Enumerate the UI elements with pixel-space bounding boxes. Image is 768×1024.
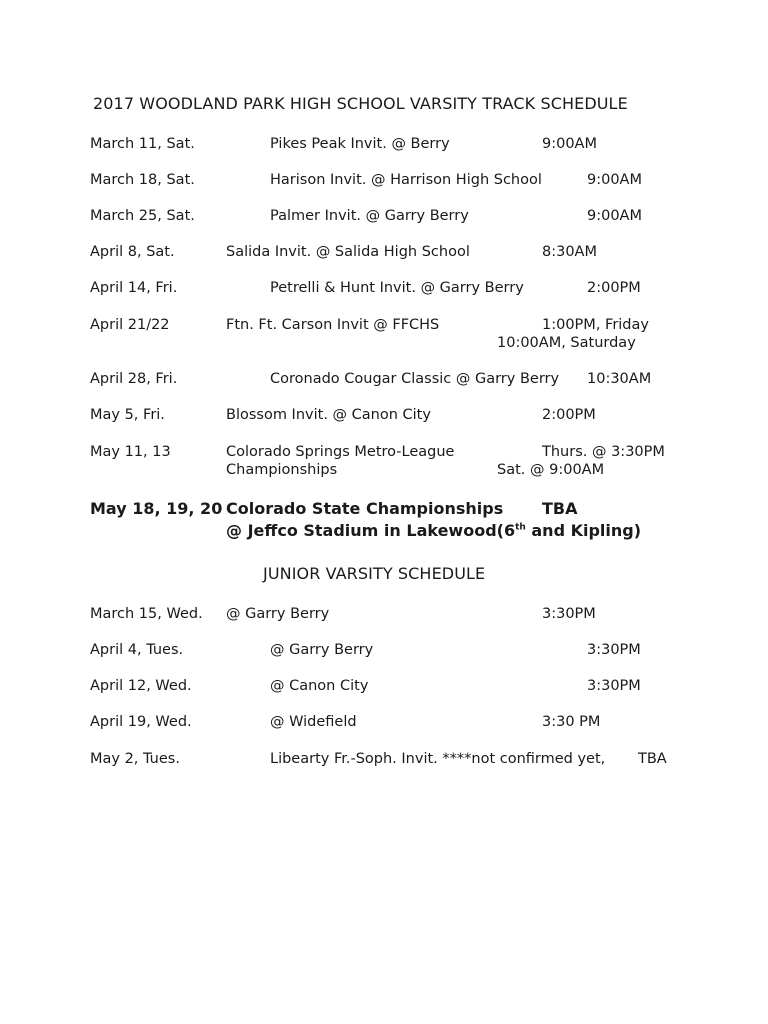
- event-time: 9:00AM: [542, 136, 597, 152]
- event-date: March 11, Sat.: [90, 136, 195, 152]
- event-time: 3:30PM: [587, 678, 641, 694]
- event-name: Palmer Invit. @ Garry Berry: [270, 208, 469, 224]
- state-event: Colorado State Championships: [226, 499, 504, 518]
- page-title: 2017 WOODLAND PARK HIGH SCHOOL VARSITY TRACK SCHEDULE: [93, 94, 628, 113]
- event-date: April 4, Tues.: [90, 642, 184, 658]
- event-name: Petrelli & Hunt Invit. @ Garry Berry: [270, 280, 524, 296]
- event-name: @ Widefield: [270, 714, 357, 730]
- event-time: 9:00AM: [587, 172, 642, 188]
- state-location-text: @ Jeffco Stadium in Lakewood(6: [226, 521, 516, 540]
- event-name: Colorado Springs Metro-League: [226, 444, 455, 460]
- event-date: April 8, Sat.: [90, 244, 175, 260]
- state-date: May 18, 19, 20: [90, 499, 223, 518]
- event-date: April 12, Wed.: [90, 678, 192, 694]
- state-location: [226, 522, 641, 540]
- event-name: Pikes Peak Invit. @ Berry: [270, 136, 450, 152]
- event-name: Ftn. Ft. Carson Invit @ FFCHS: [226, 317, 440, 333]
- event-name: Libearty Fr.-Soph. Invit. ****not confirmed yet,: [270, 751, 606, 767]
- event-date: March 25, Sat.: [90, 208, 195, 224]
- event-time: 3:30PM: [587, 642, 641, 658]
- event-name-secondary: Championships: [226, 462, 338, 478]
- event-time: 8:30AM: [542, 244, 597, 260]
- state-time: TBA: [542, 499, 578, 518]
- event-time: 9:00AM: [587, 208, 642, 224]
- event-name: Salida Invit. @ Salida High School: [226, 244, 470, 260]
- event-name: @ Garry Berry: [270, 642, 374, 658]
- event-date: April 28, Fri.: [90, 371, 178, 387]
- event-name: @ Garry Berry: [226, 606, 330, 622]
- event-name: @ Canon City: [270, 678, 369, 694]
- event-time: 2:00PM: [587, 280, 641, 296]
- event-date: April 21/22: [90, 317, 170, 333]
- state-location-text-end: and Kipling): [525, 521, 642, 540]
- event-name: Coronado Cougar Classic @ Garry Berry: [270, 371, 560, 387]
- event-name: Harison Invit. @ Harrison High School: [270, 172, 542, 188]
- event-time: 2:00PM: [542, 407, 596, 423]
- event-date: April 14, Fri.: [90, 280, 178, 296]
- event-date: March 18, Sat.: [90, 172, 195, 188]
- jv-title: JUNIOR VARSITY SCHEDULE: [263, 564, 486, 583]
- event-time: TBA: [638, 751, 667, 767]
- event-date: May 11, 13: [90, 444, 171, 460]
- event-time: 10:30AM: [587, 371, 652, 387]
- event-date: May 5, Fri.: [90, 407, 165, 423]
- event-date: April 19, Wed.: [90, 714, 192, 730]
- event-name: Blossom Invit. @ Canon City: [226, 407, 431, 423]
- event-time: 1:00PM, Friday: [542, 317, 649, 333]
- state-location-sup: th: [515, 522, 526, 533]
- event-date: May 2, Tues.: [90, 751, 180, 767]
- event-time: Thurs. @ 3:30PM: [542, 444, 665, 460]
- event-date: March 15, Wed.: [90, 606, 203, 622]
- event-time: 3:30 PM: [542, 714, 601, 730]
- event-time-secondary: Sat. @ 9:00AM: [497, 462, 605, 478]
- event-time-secondary: 10:00AM, Saturday: [497, 335, 636, 351]
- event-time: 3:30PM: [542, 606, 596, 622]
